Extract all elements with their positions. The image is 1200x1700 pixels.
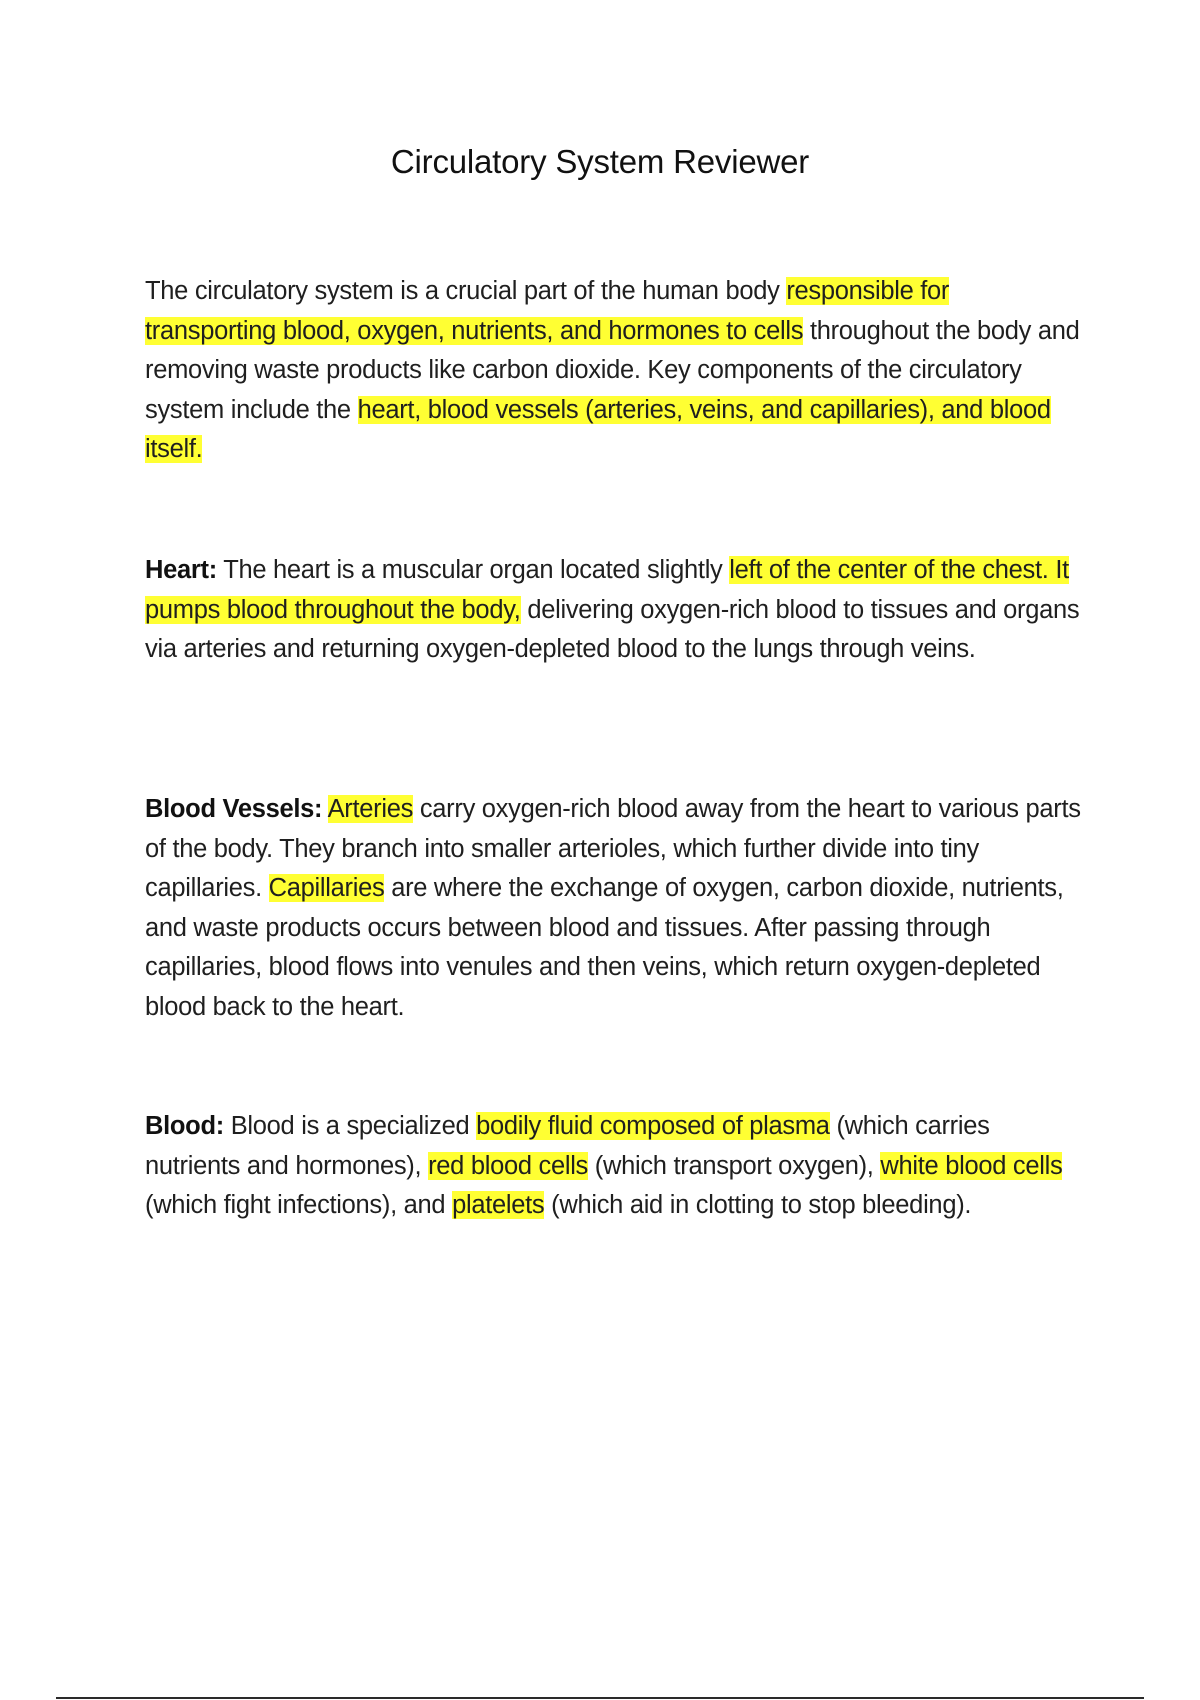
blood-vessels-label: Blood Vessels: xyxy=(145,795,323,823)
heart-highlight-1: left of the center of the chest. It pumps blood throughout the body, xyxy=(145,556,1069,624)
blood-text-5: (which aid in clotting to stop bleeding). xyxy=(544,1191,972,1219)
document-title: Circulatory System Reviewer xyxy=(390,143,810,180)
heart-label: Heart: xyxy=(145,556,217,584)
blood-highlight-platelets: platelets xyxy=(452,1191,545,1219)
blood-text-4: (which fight infections), and xyxy=(145,1191,453,1219)
blood-text-3: (which transport oxygen), xyxy=(588,1151,881,1180)
blood-highlight-plasma: bodily fluid composed of plasma xyxy=(476,1112,830,1140)
vessels-highlight-capillaries: Capillaries xyxy=(268,874,385,902)
blood-vessels-paragraph xyxy=(145,790,1085,1027)
heart-text-1: The heart is a muscular organ located slightly xyxy=(216,556,730,584)
vessels-text-3: are where the exchange of oxygen, carbon dioxide, nutrients, and waste products occurs between blood and tissues. After passing through capillaries, blood flows into venules and then veins, which return oxygen-depleted blood back to the heart. xyxy=(145,874,1064,1021)
blood-label: Blood: xyxy=(145,1112,224,1140)
vessels-text-2: carry oxygen-rich blood away from the heart to various parts of the body. They branch into smaller arterioles, which further divide into tiny capillaries. xyxy=(145,795,1081,902)
vessels-text-1 xyxy=(322,795,327,823)
page-bottom-rule xyxy=(56,1697,1144,1699)
heart-paragraph xyxy=(145,551,1085,670)
blood-text-2: (which carries nutrients and hormones), xyxy=(145,1112,990,1180)
intro-text-1: The circulatory system is a crucial part of the human body xyxy=(145,277,787,305)
blood-text-1: Blood is a specialized xyxy=(223,1112,477,1140)
intro-paragraph xyxy=(145,272,1085,470)
vessels-highlight-arteries: Arteries xyxy=(327,795,414,823)
blood-highlight-white-cells: white blood cells xyxy=(880,1151,1063,1180)
intro-highlight-1: responsible for transporting blood, oxygen, nutrients, and hormones to cells xyxy=(145,277,950,345)
intro-highlight-2: heart, blood vessels (arteries, veins, and capillaries), and blood itself. xyxy=(145,395,1051,463)
blood-highlight-red-cells: red blood cells xyxy=(428,1151,589,1180)
intro-text-2: throughout the body and removing waste products like carbon dioxide. Key components of the circulatory system include the xyxy=(145,316,1080,424)
blood-paragraph xyxy=(145,1107,1085,1226)
heart-text-2: delivering oxygen-rich blood to tissues and organs via arteries and returning oxygen-depleted blood to the lungs through veins. xyxy=(145,595,1080,663)
